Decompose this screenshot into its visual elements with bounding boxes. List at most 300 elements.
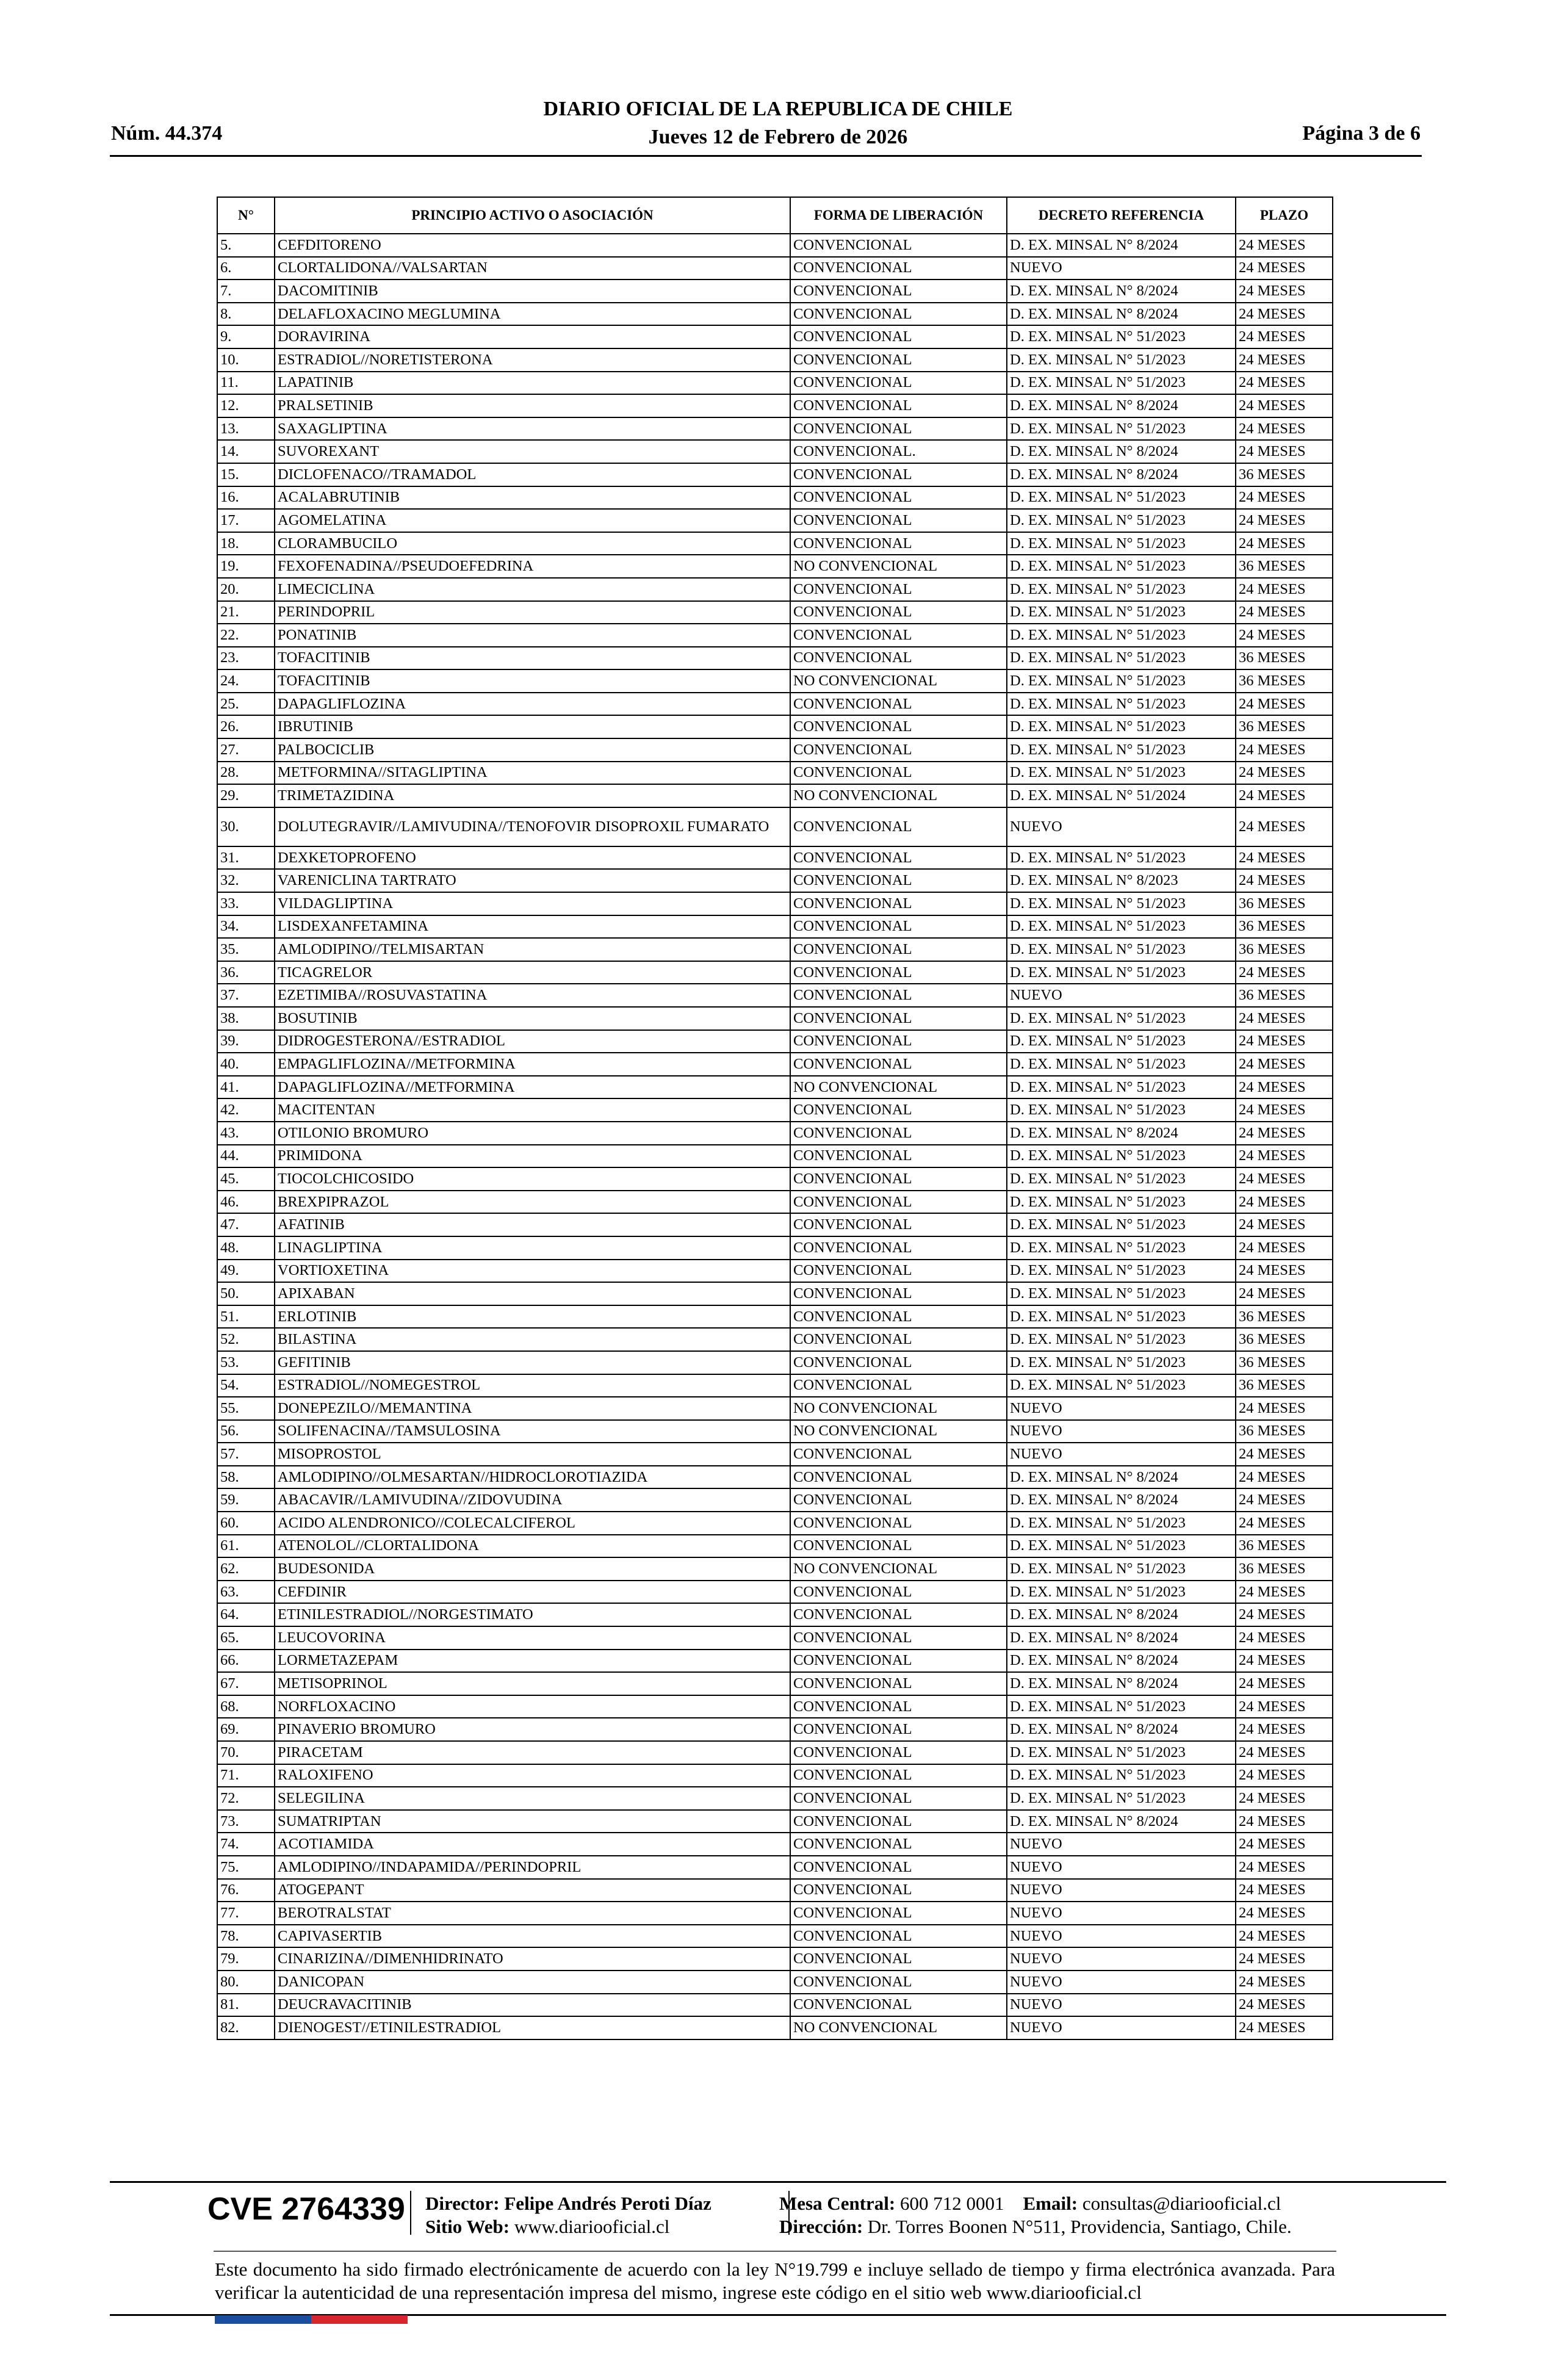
row-number: 81. bbox=[217, 1994, 275, 2017]
table-row bbox=[217, 532, 1333, 555]
row-number: 49. bbox=[217, 1260, 275, 1283]
active-principle: IBRUTINIB bbox=[275, 715, 790, 738]
release-form: CONVENCIONAL bbox=[790, 1236, 1007, 1260]
row-number: 24. bbox=[217, 669, 275, 693]
row-number: 43. bbox=[217, 1122, 275, 1145]
row-number: 56. bbox=[217, 1420, 275, 1443]
term: 24 MESES bbox=[1236, 509, 1333, 532]
term: 36 MESES bbox=[1236, 715, 1333, 738]
email-link[interactable]: consultas@diariooficial.cl bbox=[1082, 2193, 1281, 2214]
decree-reference: D. EX. MINSAL N° 51/2023 bbox=[1007, 1374, 1236, 1397]
row-number: 51. bbox=[217, 1305, 275, 1329]
table-row bbox=[217, 1305, 1333, 1329]
term: 24 MESES bbox=[1236, 1947, 1333, 1971]
term: 24 MESES bbox=[1236, 1833, 1333, 1856]
decree-reference: NUEVO bbox=[1007, 1994, 1236, 2017]
mesa-phone: 600 712 0001 bbox=[900, 2193, 1004, 2214]
decree-reference: D. EX. MINSAL N° 8/2024 bbox=[1007, 440, 1236, 463]
table-row bbox=[217, 1741, 1333, 1764]
mesa-label: Mesa Central: bbox=[779, 2193, 896, 2214]
term: 36 MESES bbox=[1236, 463, 1333, 486]
active-principle: TOFACITINIB bbox=[275, 669, 790, 693]
director-label: Director: bbox=[425, 2193, 500, 2214]
term: 24 MESES bbox=[1236, 1488, 1333, 1512]
table-row bbox=[217, 715, 1333, 738]
release-form: CONVENCIONAL bbox=[790, 624, 1007, 647]
term: 24 MESES bbox=[1236, 1282, 1333, 1305]
term: 36 MESES bbox=[1236, 1557, 1333, 1581]
term: 24 MESES bbox=[1236, 1167, 1333, 1191]
row-number: 72. bbox=[217, 1787, 275, 1810]
release-form: CONVENCIONAL bbox=[790, 915, 1007, 939]
term: 24 MESES bbox=[1236, 1650, 1333, 1673]
table-row bbox=[217, 984, 1333, 1007]
release-form: CONVENCIONAL bbox=[790, 846, 1007, 870]
active-principle: VORTIOXETINA bbox=[275, 1260, 790, 1283]
active-principle: CEFDITORENO bbox=[275, 234, 790, 257]
term: 36 MESES bbox=[1236, 892, 1333, 915]
decree-reference: NUEVO bbox=[1007, 2016, 1236, 2039]
active-principle: LIMECICLINA bbox=[275, 578, 790, 601]
table-row bbox=[217, 1213, 1333, 1236]
page-indicator: Página 3 de 6 bbox=[1302, 122, 1421, 145]
decree-reference: D. EX. MINSAL N° 51/2023 bbox=[1007, 1260, 1236, 1283]
decree-reference: D. EX. MINSAL N° 8/2024 bbox=[1007, 303, 1236, 326]
table-row bbox=[217, 624, 1333, 647]
decree-reference: D. EX. MINSAL N° 51/2023 bbox=[1007, 417, 1236, 441]
cve-code: CVE 2764339 bbox=[207, 2191, 405, 2227]
active-principle: METFORMINA//SITAGLIPTINA bbox=[275, 762, 790, 785]
table-row bbox=[217, 1053, 1333, 1076]
active-principle: LISDEXANFETAMINA bbox=[275, 915, 790, 939]
table-row bbox=[217, 1122, 1333, 1145]
row-number: 11. bbox=[217, 372, 275, 395]
decree-reference: D. EX. MINSAL N° 51/2023 bbox=[1007, 961, 1236, 984]
footer-divider-middle bbox=[214, 2251, 1336, 2252]
table-row bbox=[217, 1076, 1333, 1099]
table-row bbox=[217, 846, 1333, 870]
decree-reference: D. EX. MINSAL N° 51/2023 bbox=[1007, 669, 1236, 693]
active-principle: EMPAGLIFLOZINA//METFORMINA bbox=[275, 1053, 790, 1076]
row-number: 65. bbox=[217, 1626, 275, 1650]
table-row bbox=[217, 348, 1333, 372]
active-principle: SUMATRIPTAN bbox=[275, 1810, 790, 1833]
active-principle: PONATINIB bbox=[275, 624, 790, 647]
active-principle: TICAGRELOR bbox=[275, 961, 790, 984]
release-form: CONVENCIONAL bbox=[790, 1902, 1007, 1925]
release-form: CONVENCIONAL bbox=[790, 1053, 1007, 1076]
decree-reference: D. EX. MINSAL N° 51/2023 bbox=[1007, 1098, 1236, 1122]
active-principle: ACOTIAMIDA bbox=[275, 1833, 790, 1856]
table-row bbox=[217, 1098, 1333, 1122]
term: 24 MESES bbox=[1236, 1443, 1333, 1466]
term: 24 MESES bbox=[1236, 1856, 1333, 1879]
release-form: CONVENCIONAL bbox=[790, 1971, 1007, 1994]
row-number: 73. bbox=[217, 1810, 275, 1833]
table-row bbox=[217, 1902, 1333, 1925]
term: 24 MESES bbox=[1236, 784, 1333, 807]
active-principle: VILDAGLIPTINA bbox=[275, 892, 790, 915]
active-principle: FEXOFENADINA//PSEUDOEFEDRINA bbox=[275, 555, 790, 578]
table-row bbox=[217, 1260, 1333, 1283]
active-principle: DICLOFENACO//TRAMADOL bbox=[275, 463, 790, 486]
active-principle: ETINILESTRADIOL//NORGESTIMATO bbox=[275, 1603, 790, 1626]
row-number: 19. bbox=[217, 555, 275, 578]
decree-reference: D. EX. MINSAL N° 51/2023 bbox=[1007, 647, 1236, 670]
row-number: 59. bbox=[217, 1488, 275, 1512]
table-row bbox=[217, 1443, 1333, 1466]
decree-reference: NUEVO bbox=[1007, 1971, 1236, 1994]
term: 24 MESES bbox=[1236, 1603, 1333, 1626]
table-row bbox=[217, 1351, 1333, 1374]
table-row bbox=[217, 1488, 1333, 1512]
decree-reference: NUEVO bbox=[1007, 257, 1236, 280]
decree-reference: D. EX. MINSAL N° 51/2023 bbox=[1007, 555, 1236, 578]
table-row bbox=[217, 1167, 1333, 1191]
active-principle: BREXPIPRAZOL bbox=[275, 1191, 790, 1214]
release-form: NO CONVENCIONAL bbox=[790, 669, 1007, 693]
release-form: CONVENCIONAL bbox=[790, 1512, 1007, 1535]
row-number: 22. bbox=[217, 624, 275, 647]
decree-reference: D. EX. MINSAL N° 51/2023 bbox=[1007, 1167, 1236, 1191]
table-row bbox=[217, 1282, 1333, 1305]
decree-reference: D. EX. MINSAL N° 51/2023 bbox=[1007, 372, 1236, 395]
term: 24 MESES bbox=[1236, 532, 1333, 555]
active-principle: CINARIZINA//DIMENHIDRINATO bbox=[275, 1947, 790, 1971]
release-form: CONVENCIONAL bbox=[790, 961, 1007, 984]
release-form: CONVENCIONAL bbox=[790, 1260, 1007, 1283]
table-row bbox=[217, 601, 1333, 624]
decree-reference: D. EX. MINSAL N° 51/2023 bbox=[1007, 846, 1236, 870]
table-row bbox=[217, 1810, 1333, 1833]
term: 36 MESES bbox=[1236, 647, 1333, 670]
row-number: 63. bbox=[217, 1581, 275, 1604]
issue-number: Núm. 44.374 bbox=[111, 122, 223, 145]
row-number: 18. bbox=[217, 532, 275, 555]
address-text: Dr. Torres Boonen N°511, Providencia, Santiago, Chile. bbox=[867, 2216, 1292, 2237]
decree-reference: D. EX. MINSAL N° 51/2023 bbox=[1007, 892, 1236, 915]
release-form: CONVENCIONAL bbox=[790, 938, 1007, 961]
term: 24 MESES bbox=[1236, 1581, 1333, 1604]
table-header-row bbox=[217, 197, 1333, 234]
decree-reference: D. EX. MINSAL N° 8/2024 bbox=[1007, 1810, 1236, 1833]
decree-reference: D. EX. MINSAL N° 51/2023 bbox=[1007, 1787, 1236, 1810]
term: 24 MESES bbox=[1236, 1695, 1333, 1718]
release-form: CONVENCIONAL bbox=[790, 1466, 1007, 1489]
active-principle: AGOMELATINA bbox=[275, 509, 790, 532]
term: 24 MESES bbox=[1236, 1466, 1333, 1489]
decree-reference: D. EX. MINSAL N° 8/2024 bbox=[1007, 1603, 1236, 1626]
term: 24 MESES bbox=[1236, 807, 1333, 846]
active-principle: MACITENTAN bbox=[275, 1098, 790, 1122]
active-principle: NORFLOXACINO bbox=[275, 1695, 790, 1718]
active-principle: PERINDOPRIL bbox=[275, 601, 790, 624]
row-number: 13. bbox=[217, 417, 275, 441]
table-row bbox=[217, 869, 1333, 892]
decree-reference: D. EX. MINSAL N° 51/2023 bbox=[1007, 1213, 1236, 1236]
active-principle: ATENOLOL//CLORTALIDONA bbox=[275, 1535, 790, 1558]
decree-reference: D. EX. MINSAL N° 8/2024 bbox=[1007, 1672, 1236, 1695]
active-principle: DIENOGEST//ETINILESTRADIOL bbox=[275, 2016, 790, 2039]
release-form: NO CONVENCIONAL bbox=[790, 784, 1007, 807]
table-row bbox=[217, 938, 1333, 961]
table-row bbox=[217, 257, 1333, 280]
active-principle: SAXAGLIPTINA bbox=[275, 417, 790, 441]
site-link[interactable]: www.diariooficial.cl bbox=[514, 2216, 670, 2237]
active-principle: DELAFLOXACINO MEGLUMINA bbox=[275, 303, 790, 326]
row-number: 60. bbox=[217, 1512, 275, 1535]
active-principle: LEUCOVORINA bbox=[275, 1626, 790, 1650]
release-form: CONVENCIONAL bbox=[790, 486, 1007, 510]
term: 24 MESES bbox=[1236, 234, 1333, 257]
row-number: 53. bbox=[217, 1351, 275, 1374]
decree-reference: D. EX. MINSAL N° 51/2024 bbox=[1007, 784, 1236, 807]
table-row bbox=[217, 372, 1333, 395]
release-form: CONVENCIONAL bbox=[790, 647, 1007, 670]
release-form: CONVENCIONAL bbox=[790, 1718, 1007, 1741]
release-form: CONVENCIONAL bbox=[790, 693, 1007, 716]
term: 24 MESES bbox=[1236, 961, 1333, 984]
decree-reference: D. EX. MINSAL N° 8/2024 bbox=[1007, 1626, 1236, 1650]
active-principle: DAPAGLIFLOZINA bbox=[275, 693, 790, 716]
table-row bbox=[217, 1925, 1333, 1948]
release-form: CONVENCIONAL bbox=[790, 1994, 1007, 2017]
active-principle: ATOGEPANT bbox=[275, 1879, 790, 1902]
decree-reference: D. EX. MINSAL N° 51/2023 bbox=[1007, 1581, 1236, 1604]
release-form: CONVENCIONAL bbox=[790, 1098, 1007, 1122]
active-principle: SELEGILINA bbox=[275, 1787, 790, 1810]
term: 36 MESES bbox=[1236, 984, 1333, 1007]
term: 24 MESES bbox=[1236, 303, 1333, 326]
table-row bbox=[217, 1007, 1333, 1030]
decree-reference: NUEVO bbox=[1007, 1902, 1236, 1925]
table-row bbox=[217, 440, 1333, 463]
table-row bbox=[217, 1581, 1333, 1604]
term: 24 MESES bbox=[1236, 1672, 1333, 1695]
active-principle: DOLUTEGRAVIR//LAMIVUDINA//TENOFOVIR DISOPROXIL FUMARATO bbox=[275, 807, 790, 846]
term: 24 MESES bbox=[1236, 869, 1333, 892]
row-number: 74. bbox=[217, 1833, 275, 1856]
release-form: CONVENCIONAL bbox=[790, 463, 1007, 486]
decree-reference: D. EX. MINSAL N° 51/2023 bbox=[1007, 693, 1236, 716]
release-form: CONVENCIONAL bbox=[790, 738, 1007, 762]
row-number: 46. bbox=[217, 1191, 275, 1214]
table-row bbox=[217, 486, 1333, 510]
release-form: CONVENCIONAL bbox=[790, 1145, 1007, 1168]
row-number: 21. bbox=[217, 601, 275, 624]
active-principle: DORAVIRINA bbox=[275, 325, 790, 348]
table-row bbox=[217, 1374, 1333, 1397]
term: 24 MESES bbox=[1236, 601, 1333, 624]
release-form: CONVENCIONAL bbox=[790, 1947, 1007, 1971]
release-form: CONVENCIONAL bbox=[790, 303, 1007, 326]
decree-reference: D. EX. MINSAL N° 51/2023 bbox=[1007, 1512, 1236, 1535]
row-number: 41. bbox=[217, 1076, 275, 1099]
decree-reference: D. EX. MINSAL N° 51/2023 bbox=[1007, 1764, 1236, 1787]
active-principle: AMLODIPINO//OLMESARTAN//HIDROCLOROTIAZIDA bbox=[275, 1466, 790, 1489]
decree-reference: D. EX. MINSAL N° 51/2023 bbox=[1007, 1741, 1236, 1764]
release-form: CONVENCIONAL bbox=[790, 1007, 1007, 1030]
row-number: 82. bbox=[217, 2016, 275, 2039]
release-form: CONVENCIONAL bbox=[790, 807, 1007, 846]
decree-reference: NUEVO bbox=[1007, 1833, 1236, 1856]
table-row bbox=[217, 1191, 1333, 1214]
release-form: CONVENCIONAL bbox=[790, 348, 1007, 372]
table-row bbox=[217, 394, 1333, 417]
active-principle: DANICOPAN bbox=[275, 1971, 790, 1994]
release-form: CONVENCIONAL bbox=[790, 1603, 1007, 1626]
row-number: 17. bbox=[217, 509, 275, 532]
decree-reference: D. EX. MINSAL N° 51/2023 bbox=[1007, 1328, 1236, 1351]
term: 24 MESES bbox=[1236, 1053, 1333, 1076]
term: 24 MESES bbox=[1236, 1626, 1333, 1650]
active-principle: GEFITINIB bbox=[275, 1351, 790, 1374]
active-principle: LINAGLIPTINA bbox=[275, 1236, 790, 1260]
table-row bbox=[217, 1397, 1333, 1420]
term: 36 MESES bbox=[1236, 1420, 1333, 1443]
col-header-number: N° bbox=[217, 197, 275, 234]
table-row bbox=[217, 738, 1333, 762]
decree-reference: D. EX. MINSAL N° 51/2023 bbox=[1007, 486, 1236, 510]
decree-reference: D. EX. MINSAL N° 51/2023 bbox=[1007, 738, 1236, 762]
active-principle: OTILONIO BROMURO bbox=[275, 1122, 790, 1145]
active-principle: PALBOCICLIB bbox=[275, 738, 790, 762]
table-row bbox=[217, 555, 1333, 578]
release-form: CONVENCIONAL bbox=[790, 1374, 1007, 1397]
release-form: CONVENCIONAL bbox=[790, 1213, 1007, 1236]
row-number: 69. bbox=[217, 1718, 275, 1741]
decree-reference: D. EX. MINSAL N° 51/2023 bbox=[1007, 715, 1236, 738]
release-form: CONVENCIONAL bbox=[790, 984, 1007, 1007]
release-form: CONVENCIONAL bbox=[790, 1626, 1007, 1650]
active-principle: DEUCRAVACITINIB bbox=[275, 1994, 790, 2017]
release-form: CONVENCIONAL bbox=[790, 1488, 1007, 1512]
active-principle: AMLODIPINO//TELMISARTAN bbox=[275, 938, 790, 961]
active-principle: APIXABAN bbox=[275, 1282, 790, 1305]
release-form: CONVENCIONAL bbox=[790, 1122, 1007, 1145]
term: 24 MESES bbox=[1236, 440, 1333, 463]
decree-reference: D. EX. MINSAL N° 8/2024 bbox=[1007, 1650, 1236, 1673]
term: 24 MESES bbox=[1236, 394, 1333, 417]
release-form: CONVENCIONAL bbox=[790, 1787, 1007, 1810]
term: 24 MESES bbox=[1236, 1512, 1333, 1535]
row-number: 30. bbox=[217, 807, 275, 846]
row-number: 9. bbox=[217, 325, 275, 348]
newspaper-title: DIARIO OFICIAL DE LA REPUBLICA DE CHILE bbox=[543, 98, 1013, 120]
row-number: 79. bbox=[217, 1947, 275, 1971]
table-row bbox=[217, 1994, 1333, 2017]
table-row bbox=[217, 915, 1333, 939]
row-number: 26. bbox=[217, 715, 275, 738]
term: 24 MESES bbox=[1236, 1145, 1333, 1168]
table-row bbox=[217, 1833, 1333, 1856]
active-principle: ERLOTINIB bbox=[275, 1305, 790, 1329]
term: 24 MESES bbox=[1236, 1879, 1333, 1902]
footer-director-block bbox=[425, 2192, 711, 2238]
release-form: CONVENCIONAL bbox=[790, 1879, 1007, 1902]
release-form: CONVENCIONAL bbox=[790, 417, 1007, 441]
table-row bbox=[217, 1557, 1333, 1581]
email-label: Email: bbox=[1023, 2193, 1078, 2214]
release-form: CONVENCIONAL bbox=[790, 1443, 1007, 1466]
release-form: CONVENCIONAL bbox=[790, 1191, 1007, 1214]
active-principle: PINAVERIO BROMURO bbox=[275, 1718, 790, 1741]
term: 24 MESES bbox=[1236, 1994, 1333, 2017]
term: 24 MESES bbox=[1236, 1971, 1333, 1994]
active-principle: ACALABRUTINIB bbox=[275, 486, 790, 510]
term: 24 MESES bbox=[1236, 693, 1333, 716]
row-number: 68. bbox=[217, 1695, 275, 1718]
row-number: 6. bbox=[217, 257, 275, 280]
decree-reference: D. EX. MINSAL N° 51/2023 bbox=[1007, 1236, 1236, 1260]
decree-reference: D. EX. MINSAL N° 51/2023 bbox=[1007, 1007, 1236, 1030]
active-principle: AMLODIPINO//INDAPAMIDA//PERINDOPRIL bbox=[275, 1856, 790, 1879]
table-row bbox=[217, 1856, 1333, 1879]
row-number: 52. bbox=[217, 1328, 275, 1351]
active-principle: TIOCOLCHICOSIDO bbox=[275, 1167, 790, 1191]
table-row bbox=[217, 1535, 1333, 1558]
row-number: 16. bbox=[217, 486, 275, 510]
table-row bbox=[217, 1971, 1333, 1994]
legal-notice: Este documento ha sido firmado electrónicamente de acuerdo con la ley N°19.799 e incluye sellado de tiempo y firma electrónica avanzada. Para verificar la autenticidad de una representación impresa del mismo, ingrese este código en el sitio web www.diariooficial.cl bbox=[215, 2259, 1335, 2303]
active-principle: LAPATINIB bbox=[275, 372, 790, 395]
row-number: 38. bbox=[217, 1007, 275, 1030]
release-form: CONVENCIONAL bbox=[790, 1925, 1007, 1948]
row-number: 70. bbox=[217, 1741, 275, 1764]
table-row bbox=[217, 279, 1333, 303]
decree-reference: D. EX. MINSAL N° 8/2023 bbox=[1007, 869, 1236, 892]
table-row bbox=[217, 1626, 1333, 1650]
row-number: 42. bbox=[217, 1098, 275, 1122]
decree-reference: NUEVO bbox=[1007, 1443, 1236, 1466]
col-header-term: PLAZO bbox=[1236, 197, 1333, 234]
table-row bbox=[217, 234, 1333, 257]
col-header-active-principle: PRINCIPIO ACTIVO O ASOCIACIÓN bbox=[275, 197, 790, 234]
table-row bbox=[217, 1030, 1333, 1053]
row-number: 75. bbox=[217, 1856, 275, 1879]
row-number: 20. bbox=[217, 578, 275, 601]
table-row bbox=[217, 1672, 1333, 1695]
term: 24 MESES bbox=[1236, 1260, 1333, 1283]
row-number: 31. bbox=[217, 846, 275, 870]
decree-reference: NUEVO bbox=[1007, 1879, 1236, 1902]
term: 24 MESES bbox=[1236, 1122, 1333, 1145]
decree-reference: D. EX. MINSAL N° 8/2024 bbox=[1007, 1488, 1236, 1512]
term: 24 MESES bbox=[1236, 1030, 1333, 1053]
table-row bbox=[217, 325, 1333, 348]
active-principle: CEFDINIR bbox=[275, 1581, 790, 1604]
table-row bbox=[217, 1764, 1333, 1787]
table-row bbox=[217, 1650, 1333, 1673]
row-number: 39. bbox=[217, 1030, 275, 1053]
release-form: NO CONVENCIONAL bbox=[790, 1076, 1007, 1099]
active-principle: SUVOREXANT bbox=[275, 440, 790, 463]
table-row bbox=[217, 762, 1333, 785]
row-number: 61. bbox=[217, 1535, 275, 1558]
term: 24 MESES bbox=[1236, 1810, 1333, 1833]
active-principle: PIRACETAM bbox=[275, 1741, 790, 1764]
release-form: CONVENCIONAL. bbox=[790, 440, 1007, 463]
row-number: 36. bbox=[217, 961, 275, 984]
active-principle: MISOPROSTOL bbox=[275, 1443, 790, 1466]
table-row bbox=[217, 1947, 1333, 1971]
term: 24 MESES bbox=[1236, 1397, 1333, 1420]
decree-reference: D. EX. MINSAL N° 51/2023 bbox=[1007, 325, 1236, 348]
row-number: 8. bbox=[217, 303, 275, 326]
active-principle: AFATINIB bbox=[275, 1213, 790, 1236]
term: 36 MESES bbox=[1236, 1535, 1333, 1558]
row-number: 14. bbox=[217, 440, 275, 463]
